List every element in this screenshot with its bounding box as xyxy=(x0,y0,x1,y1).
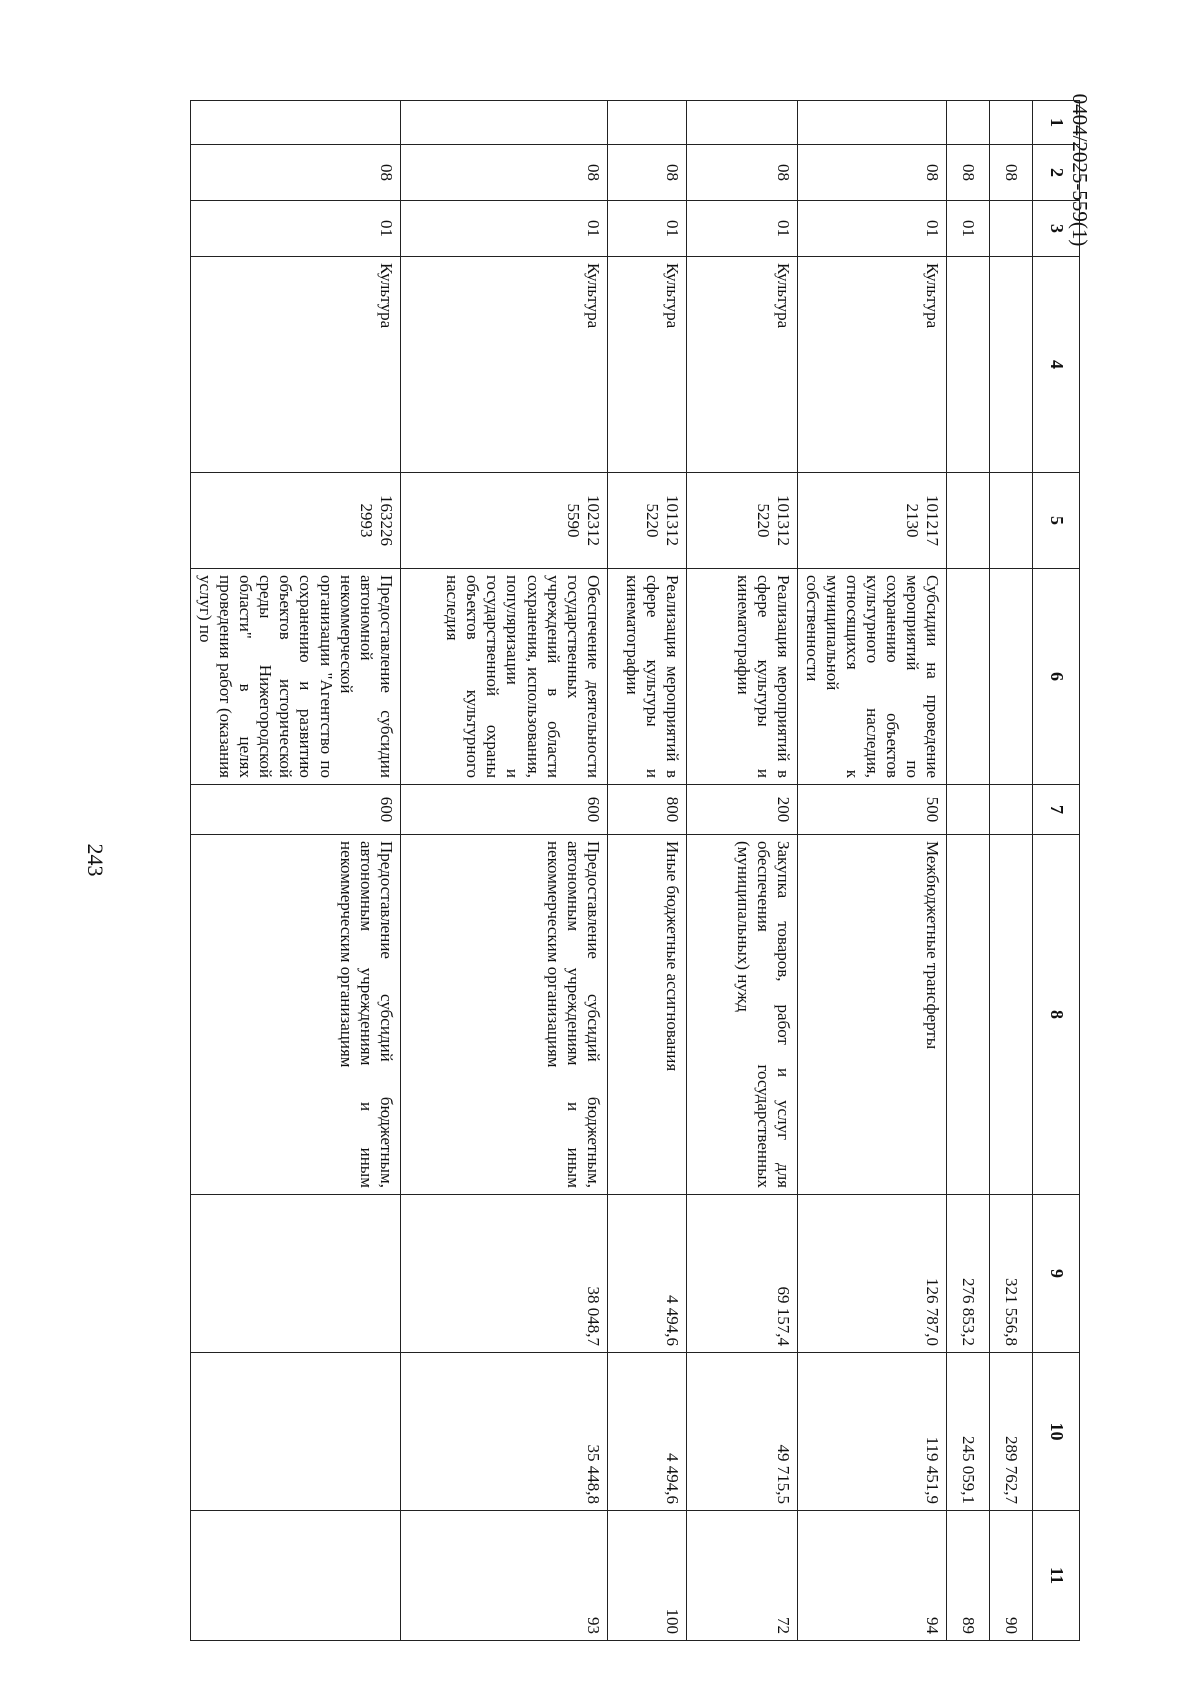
column-number: 9 xyxy=(1033,1195,1080,1353)
cell-subsection-code: 01 xyxy=(947,201,990,257)
column-number: 6 xyxy=(1033,569,1080,785)
section-total-row xyxy=(990,101,1033,1641)
cell-subsection-code: 01 xyxy=(607,201,686,257)
cell-planned-amount: 69 157,4 xyxy=(686,1195,797,1353)
cell-target-article: 101312 5220 xyxy=(686,473,797,569)
cell-target-article-name: Обеспечение деятельности государственных учреждений в области сохранения, использования, популяризации и государственной охраны объектов культурного наследия xyxy=(400,569,607,785)
cell-execution-percent: 94 xyxy=(797,1511,946,1641)
cell-row-no xyxy=(686,101,797,145)
cell-target-article xyxy=(947,473,990,569)
cell-expense-type-name: Предоставление субсидий бюджетным, автономным учреждениям и иным некоммерческим организациям xyxy=(400,835,607,1195)
cell-row-no xyxy=(947,101,990,145)
cell-subsection-code: 01 xyxy=(797,201,946,257)
cell-expense-type: 200 xyxy=(686,785,797,835)
cell-expense-type: 600 xyxy=(191,785,400,835)
column-number: 2 xyxy=(1033,145,1080,201)
cell-expense-type-name: Закупка товаров, работ и услуг для обеспечения государственных (муниципальных) нужд xyxy=(686,835,797,1195)
cell-section-code: 08 xyxy=(607,145,686,201)
cell-executed-amount xyxy=(191,1353,400,1511)
cell-target-article: 101312 5220 xyxy=(607,473,686,569)
table-row xyxy=(686,101,797,1641)
cell-target-article-name xyxy=(990,569,1033,785)
cell-section-code: 08 xyxy=(400,145,607,201)
column-number: 5 xyxy=(1033,473,1080,569)
column-number: 11 xyxy=(1033,1511,1080,1641)
cell-target-article: 101217 2130 xyxy=(797,473,946,569)
cell-executed-amount: 119 451,9 xyxy=(797,1353,946,1511)
cell-executed-amount: 289 762,7 xyxy=(990,1353,1033,1511)
cell-row-no xyxy=(607,101,686,145)
cell-row-no xyxy=(990,101,1033,145)
cell-planned-amount: 126 787,0 xyxy=(797,1195,946,1353)
cell-subsection-code xyxy=(990,201,1033,257)
cell-expense-type-name xyxy=(990,835,1033,1195)
cell-planned-amount: 4 494,6 xyxy=(607,1195,686,1353)
cell-subsection-code: 01 xyxy=(191,201,400,257)
cell-target-article-name: Реализация мероприятий в сфере культуры и кинематографии xyxy=(607,569,686,785)
cell-expense-type: 800 xyxy=(607,785,686,835)
cell-expense-type xyxy=(947,785,990,835)
cell-row-no xyxy=(400,101,607,145)
cell-subsection-name: Культура xyxy=(191,257,400,473)
cell-subsection-name: Культура xyxy=(686,257,797,473)
cell-expense-type: 600 xyxy=(400,785,607,835)
cell-expense-type-name: Межбюджетные трансферты xyxy=(797,835,946,1195)
cell-target-article-name: Реализация мероприятий в сфере культуры и кинематографии xyxy=(686,569,797,785)
cell-planned-amount: 38 048,7 xyxy=(400,1195,607,1353)
column-number: 10 xyxy=(1033,1353,1080,1511)
cell-executed-amount: 49 715,5 xyxy=(686,1353,797,1511)
column-number: 4 xyxy=(1033,257,1080,473)
cell-execution-percent xyxy=(191,1511,400,1641)
cell-executed-amount: 245 059,1 xyxy=(947,1353,990,1511)
table-row xyxy=(191,101,400,1641)
cell-expense-type-name: Иные бюджетные ассигнования xyxy=(607,835,686,1195)
cell-subsection-code: 01 xyxy=(400,201,607,257)
cell-section-code: 08 xyxy=(990,145,1033,201)
cell-subsection-code: 01 xyxy=(686,201,797,257)
column-number: 1 xyxy=(1033,101,1080,145)
cell-planned-amount: 321 556,8 xyxy=(990,1195,1033,1353)
column-number: 7 xyxy=(1033,785,1080,835)
cell-execution-percent: 93 xyxy=(400,1511,607,1641)
cell-section-code: 08 xyxy=(797,145,946,201)
document-code: 0404/2025-559(1) xyxy=(1068,93,1092,247)
cell-subsection-name xyxy=(990,257,1033,473)
cell-expense-type-name xyxy=(947,835,990,1195)
cell-section-code: 08 xyxy=(947,145,990,201)
table-row xyxy=(607,101,686,1641)
budget-table xyxy=(190,100,1080,1641)
column-number: 3 xyxy=(1033,201,1080,257)
cell-target-article: 163226 2993 xyxy=(191,473,400,569)
cell-row-no xyxy=(191,101,400,145)
cell-section-code: 08 xyxy=(686,145,797,201)
cell-execution-percent: 89 xyxy=(947,1511,990,1641)
cell-executed-amount: 4 494,6 xyxy=(607,1353,686,1511)
column-number: 8 xyxy=(1033,835,1080,1195)
cell-subsection-name: Культура xyxy=(607,257,686,473)
cell-target-article-name xyxy=(947,569,990,785)
column-number-row xyxy=(1033,101,1080,1641)
cell-planned-amount xyxy=(191,1195,400,1353)
cell-target-article xyxy=(990,473,1033,569)
cell-execution-percent: 72 xyxy=(686,1511,797,1641)
cell-execution-percent: 90 xyxy=(990,1511,1033,1641)
cell-row-no xyxy=(797,101,946,145)
cell-expense-type-name: Предоставление субсидий бюджетным, автономным учреждениям и иным некоммерческим организациям xyxy=(191,835,400,1195)
cell-target-article-name: Предоставление субсидии автономной некоммерческой организации "Агентство по сохранению и развитию объектов исторической среды Нижегородской области" в целях проведения работ (оказания услуг) по xyxy=(191,569,400,785)
rotated-table-wrapper xyxy=(140,100,1080,1640)
cell-expense-type xyxy=(990,785,1033,835)
cell-target-article-name: Субсидии на проведение мероприятий по сохранению объектов культурного наследия, относящихся к муниципальной собственности xyxy=(797,569,946,785)
table-row xyxy=(797,101,946,1641)
cell-subsection-name: Культура xyxy=(797,257,946,473)
cell-subsection-name xyxy=(947,257,990,473)
cell-section-code: 08 xyxy=(191,145,400,201)
subsection-total-row xyxy=(947,101,990,1641)
cell-expense-type: 500 xyxy=(797,785,946,835)
cell-subsection-name: Культура xyxy=(400,257,607,473)
table-row xyxy=(400,101,607,1641)
cell-target-article: 102312 5590 xyxy=(400,473,607,569)
cell-execution-percent: 100 xyxy=(607,1511,686,1641)
page-number: 243 xyxy=(83,843,108,877)
cell-executed-amount: 35 448,8 xyxy=(400,1353,607,1511)
cell-planned-amount: 276 853,2 xyxy=(947,1195,990,1353)
